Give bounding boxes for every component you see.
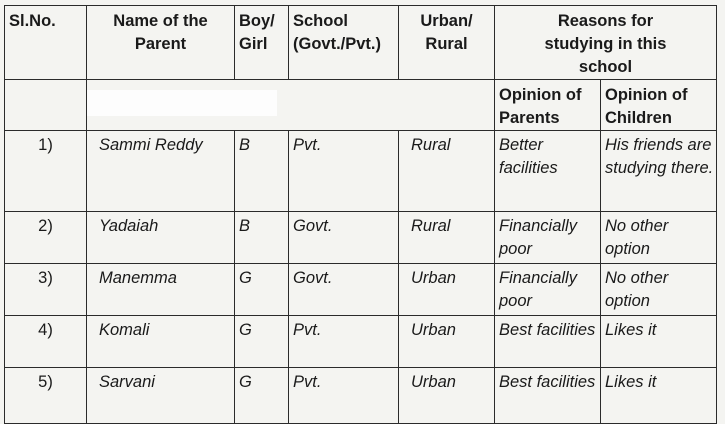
row-opinion-children: No other option <box>601 264 717 316</box>
header-urban-rural: Urban/ Rural <box>399 6 495 80</box>
row-school-type: Pvt. <box>289 316 399 368</box>
header-parent-name: Name of the Parent <box>87 6 235 80</box>
row-area: Urban <box>399 264 495 316</box>
row-opinion-children: Likes it <box>601 368 717 424</box>
row-gender: G <box>235 316 289 368</box>
header-opinion-parents: Opinion of Parents <box>495 80 601 131</box>
row-gender: G <box>235 368 289 424</box>
row-opinion-children: His friends are studying there. <box>601 131 717 212</box>
row-sl-no: 5) <box>5 368 87 424</box>
row-area: Urban <box>399 368 495 424</box>
row-sl-no: 2) <box>5 212 87 264</box>
subheader-blank-area <box>87 80 495 131</box>
row-parent-name: Komali <box>87 316 235 368</box>
row-school-type: Pvt. <box>289 131 399 212</box>
row-gender: B <box>235 212 289 264</box>
row-opinion-children: No other option <box>601 212 717 264</box>
row-parent-name: Sarvani <box>87 368 235 424</box>
header-row <box>5 6 717 80</box>
row-area: Rural <box>399 212 495 264</box>
table-row <box>5 316 717 368</box>
blank-label-box <box>87 90 277 116</box>
row-area: Urban <box>399 316 495 368</box>
row-opinion-parents: Better facilities <box>495 131 601 212</box>
parent-survey-table <box>4 5 717 424</box>
subheader-empty-cell <box>5 80 87 131</box>
row-opinion-parents: Best facilities <box>495 316 601 368</box>
header-school: School (Govt./Pvt.) <box>289 6 399 80</box>
row-school-type: Pvt. <box>289 368 399 424</box>
row-sl-no: 1) <box>5 131 87 212</box>
subheader-row <box>5 80 717 131</box>
row-parent-name: Sammi Reddy <box>87 131 235 212</box>
table-row <box>5 264 717 316</box>
row-gender: G <box>235 264 289 316</box>
header-boy-girl: Boy/ Girl <box>235 6 289 80</box>
table-row <box>5 131 717 212</box>
row-gender: B <box>235 131 289 212</box>
row-opinion-parents: Best facilities <box>495 368 601 424</box>
row-area: Rural <box>399 131 495 212</box>
row-school-type: Govt. <box>289 264 399 316</box>
row-opinion-parents: Financially poor <box>495 264 601 316</box>
row-opinion-parents: Financially poor <box>495 212 601 264</box>
header-sl-no: Sl.No. <box>5 6 87 80</box>
row-sl-no: 3) <box>5 264 87 316</box>
row-opinion-children: Likes it <box>601 316 717 368</box>
header-reasons: Reasons for studying in this school <box>495 6 717 80</box>
table-row <box>5 368 717 424</box>
row-sl-no: 4) <box>5 316 87 368</box>
row-school-type: Govt. <box>289 212 399 264</box>
header-opinion-children: Opinion of Children <box>601 80 717 131</box>
row-parent-name: Manemma <box>87 264 235 316</box>
table-row <box>5 212 717 264</box>
row-parent-name: Yadaiah <box>87 212 235 264</box>
